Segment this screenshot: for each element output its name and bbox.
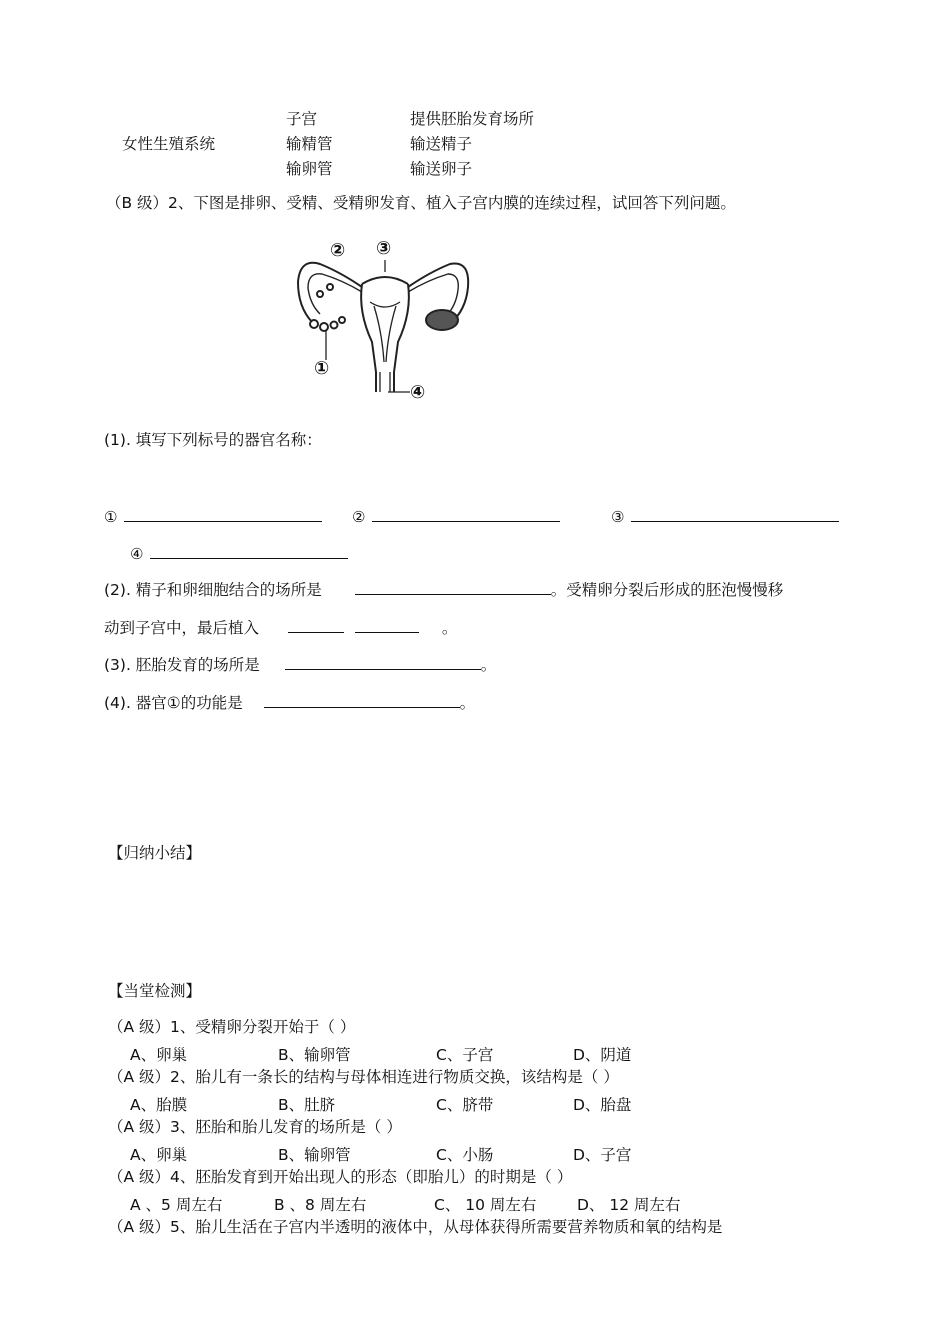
diagram-label-3: ③ [376,238,392,259]
question-a3-option-b: B、输卵管 [278,1146,351,1164]
table-organ-vas-deferens: 输精管 [286,135,333,153]
fill-mark-4: ④ [130,545,144,563]
diagram-label-2: ② [330,240,346,261]
question-a1-option-b: B、输卵管 [278,1046,351,1064]
sub-question-4-text: (4). 器官①的功能是 [104,694,243,712]
question-a4-option-b: B 、8 周左右 [274,1196,367,1214]
blank-organ-4[interactable] [150,542,348,559]
table-organ-oviduct: 输卵管 [286,160,333,178]
blank-fertilization-site[interactable] [355,578,551,595]
sub-question-2-line1 [104,578,783,600]
question-a3-option-c: C、小肠 [436,1146,494,1164]
question-a3-option-d: D、子宫 [573,1146,632,1164]
question-a2-option-a: A、胎膜 [130,1096,188,1114]
sub-question-2-text-d: 。 [441,619,458,637]
fill-row-1 [104,505,322,527]
summary-heading: 【归纳小结】 [108,844,202,862]
question-a4-option-a: A 、5 周左右 [130,1196,223,1214]
question-a4-option-d: D、 12 周左右 [577,1196,681,1214]
question-a1-option-d: D、阴道 [573,1046,632,1064]
blank-implant-b[interactable] [355,616,419,633]
question-a2-option-d: D、胎盘 [573,1096,632,1114]
table-function-sperm: 输送精子 [410,135,473,153]
question-a2-option-b: B、肚脐 [278,1096,336,1114]
fill-mark-1: ① [104,508,118,526]
diagram-label-1: ① [314,358,330,379]
blank-embryo-site[interactable] [285,653,481,670]
table-system-label: 女性生殖系统 [122,135,216,153]
question-a2-stem: （A 级）2、胎儿有一条长的结构与母体相连进行物质交换，该结构是（ ） [108,1068,619,1086]
sub-question-2-text-c: 动到子宫中，最后植入 [104,619,260,637]
fill-row-2 [352,505,560,527]
fill-mark-3: ③ [611,508,625,526]
blank-organ-3[interactable] [631,505,839,522]
diagram-label-4: ④ [410,382,426,402]
table-organ-uterus: 子宫 [286,110,318,128]
question-a1-option-c: C、子宫 [436,1046,494,1064]
table-function-egg: 输送卵子 [410,160,473,178]
table-function-uterus: 提供胚胎发育场所 [410,110,535,128]
question-a3-option-a: A、卵巢 [130,1146,188,1164]
blank-organ-function[interactable] [264,691,460,708]
question-a4-option-c: C、 10 周左右 [434,1196,537,1214]
question-a4-stem: （A 级）4、胚胎发育到开始出现人的形态（即胎儿）的时期是（ ） [108,1168,573,1186]
sub-question-4-end: 。 [459,694,476,712]
question-a3-stem: （A 级）3、胚胎和胎儿发育的场所是（ ） [108,1118,402,1136]
fill-row-4 [130,542,348,564]
blank-organ-2[interactable] [372,505,560,522]
sub-question-3 [104,653,496,675]
question-a5-stem: （A 级）5、胎儿生活在子宫内半透明的液体中，从母体获得所需要营养物质和氧的结构是 [108,1218,723,1236]
sub-question-2-text-b: 。受精卵分裂后形成的胚泡慢慢移 [550,581,784,599]
question-a1-option-a: A、卵巢 [130,1046,188,1064]
question-a2-option-c: C、脐带 [436,1096,494,1114]
reproductive-system-diagram [290,232,475,402]
blank-implant-a[interactable] [288,616,344,633]
blank-organ-1[interactable] [124,505,322,522]
sub-question-4 [104,691,475,713]
sub-question-2-text-a: (2). 精子和卵细胞结合的场所是 [104,581,322,599]
question-a1-stem: （A 级）1、受精卵分裂开始于（ ） [108,1018,356,1036]
fill-mark-2: ② [352,508,366,526]
sub-question-3-text: (3). 胚胎发育的场所是 [104,656,260,674]
sub-question-1: (1). 填写下列标号的器官名称： [104,431,322,449]
sub-question-3-end: 。 [480,656,497,674]
fill-row-3 [611,505,839,527]
question-b2-intro: （B 级）2、下图是排卵、受精、受精卵发育、植入子宫内膜的连续过程，试回答下列问题。 [106,194,736,212]
sub-question-2-line2 [104,616,457,638]
check-heading: 【当堂检测】 [108,982,202,1000]
